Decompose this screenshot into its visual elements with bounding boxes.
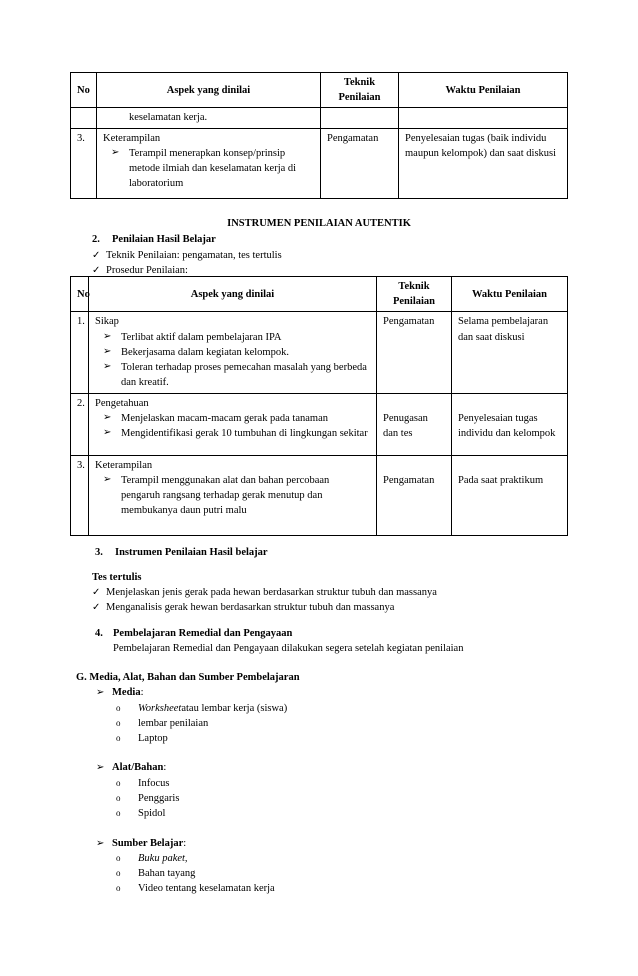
- list-item: o Spidol: [116, 808, 166, 819]
- section-2-heading: 2. Penilaian Hasil Belajar: [92, 234, 216, 245]
- row-number: 2.: [71, 393, 89, 455]
- list-item: o Penggaris: [116, 793, 180, 804]
- row-number: 3.: [71, 455, 89, 535]
- aspect-title: Keterampilan: [103, 132, 161, 144]
- header-no: No: [71, 73, 97, 108]
- header-waktu: Waktu Penilaian: [399, 73, 568, 108]
- teknik-cell: Pengamatan: [377, 312, 452, 393]
- list-item: o Video tentang keselamatan kerja: [116, 883, 275, 894]
- media-heading: ➢ Media :: [96, 685, 144, 701]
- section-g-title: G. Media, Alat, Bahan dan Sumber Pembelajaran: [76, 672, 300, 683]
- arrow-bullet-icon: ➢: [103, 426, 112, 438]
- sumber-heading: ➢ Sumber Belajar :: [96, 836, 186, 852]
- aspect-item: Terampil menerapkan konsep/prinsip metode ilmiah dan keselamatan kerja di laboratorium: [129, 147, 297, 190]
- list-item: o Laptop: [116, 733, 168, 744]
- check-icon: ✓: [92, 265, 101, 276]
- circle-bullet-icon: o: [116, 868, 121, 878]
- teknik-cell: Pengamatan: [383, 474, 435, 486]
- row-number: 1.: [71, 312, 89, 393]
- section-3-heading: 3. Instrumen Penilaian Hasil belajar: [95, 547, 268, 558]
- tes-title: Tes tertulis: [92, 572, 142, 583]
- check-item: ✓ Teknik Penilaian: pengamatan, tes tertulis: [92, 248, 282, 264]
- arrow-bullet-icon: ➢: [96, 838, 105, 849]
- check-item: ✓ Menganalisis gerak hewan berdasarkan struktur tubuh dan massanya: [92, 600, 394, 616]
- arrow-bullet-icon: ➢: [96, 762, 105, 773]
- circle-bullet-icon: o: [116, 718, 121, 728]
- list-item: o lembar penilaian: [116, 718, 209, 729]
- arrow-bullet-icon: ➢: [103, 361, 112, 373]
- header-aspek: Aspek yang dinilai: [97, 73, 321, 108]
- circle-bullet-icon: o: [116, 853, 121, 863]
- header-teknik: Teknik Penilaian: [321, 73, 399, 108]
- table-row: 2. Pengetahuan ➢ Menjelaskan macam-macam gerak pada tanaman ➢ Mengidentifikasi gerak 10 tumbuhan di lingkungan sekitar Penugasan dan tes Penyelesaian tugas individu dan kelompok: [71, 393, 568, 455]
- waktu-cell: Pada saat praktikum: [458, 474, 544, 486]
- waktu-cell: Penyelesaian tugas individu dan kelompok: [458, 412, 556, 439]
- check-item: ✓ Menjelaskan jenis gerak pada hewan berdasarkan struktur tubuh dan massanya: [92, 585, 437, 601]
- check-icon: ✓: [92, 250, 101, 261]
- list-item: o Bahan tayang: [116, 868, 196, 879]
- check-icon: ✓: [92, 587, 101, 598]
- table-row: 1. Sikap ➢ Terlibat aktif dalam pembelajaran IPA ➢ Bekerjasama dalam kegiatan kelompok. ➢ Toleran terhadap proses pemecahan masalah yang berbeda dan kreatif. Pengamatan Selama pembelajaran dan saat diskusi: [71, 312, 568, 393]
- instrumen-title: INSTRUMEN PENILAIAN AUTENTIK: [227, 218, 411, 229]
- table-row: 3. Keterampilan ➢ Terampil menggunakan alat dan bahan percobaan pengaruh rangsang terhadap gerak menutup dan membukanya daun putri malu Pengamatan Pada saat praktikum: [71, 455, 568, 535]
- circle-bullet-icon: o: [116, 883, 121, 893]
- teknik-cell: Pengamatan: [321, 128, 399, 198]
- arrow-bullet-icon: ➢: [111, 146, 120, 158]
- circle-bullet-icon: o: [116, 733, 121, 743]
- list-item: o Buku paket,: [116, 853, 188, 864]
- waktu-cell: Selama pembelajaran dan saat diskusi: [452, 312, 568, 393]
- assessment-table-2: [70, 276, 568, 536]
- list-item: o Worksheet atau lembar kerja (siswa): [116, 703, 288, 714]
- check-icon: ✓: [92, 602, 101, 613]
- header-teknik: Teknik Penilaian: [377, 277, 452, 312]
- teknik-cell: Penugasan dan tes: [383, 412, 428, 439]
- check-item: ✓ Prosedur Penilaian:: [92, 263, 188, 279]
- header-waktu: Waktu Penilaian: [452, 277, 568, 312]
- section-4-text: Pembelajaran Remedial dan Pengayaan dilakukan segera setelah kegiatan penilaian: [113, 643, 464, 654]
- circle-bullet-icon: o: [116, 778, 121, 788]
- waktu-cell: Penyelesaian tugas (baik individu maupun kelompok) dan saat diskusi: [399, 128, 568, 198]
- arrow-bullet-icon: ➢: [103, 411, 112, 423]
- section-4-heading: 4. Pembelajaran Remedial dan Pengayaan: [95, 628, 293, 639]
- header-aspek: Aspek yang dinilai: [89, 277, 377, 312]
- circle-bullet-icon: o: [116, 793, 121, 803]
- circle-bullet-icon: o: [116, 808, 121, 818]
- header-no: No: [71, 277, 89, 312]
- row-number: 3.: [71, 128, 97, 198]
- alat-heading: ➢ Alat/Bahan :: [96, 760, 166, 776]
- arrow-bullet-icon: ➢: [103, 345, 112, 357]
- arrow-bullet-icon: ➢: [96, 687, 105, 698]
- aspect-title: Pengetahuan: [95, 397, 149, 409]
- assessment-table-1: [70, 72, 568, 199]
- arrow-bullet-icon: ➢: [103, 330, 112, 342]
- arrow-bullet-icon: ➢: [103, 473, 112, 485]
- circle-bullet-icon: o: [116, 703, 121, 713]
- aspect-title: Sikap: [95, 316, 119, 328]
- continued-text: keselamatan kerja.: [129, 112, 208, 124]
- aspect-title: Keterampilan: [95, 459, 153, 471]
- list-item: o Infocus: [116, 778, 170, 789]
